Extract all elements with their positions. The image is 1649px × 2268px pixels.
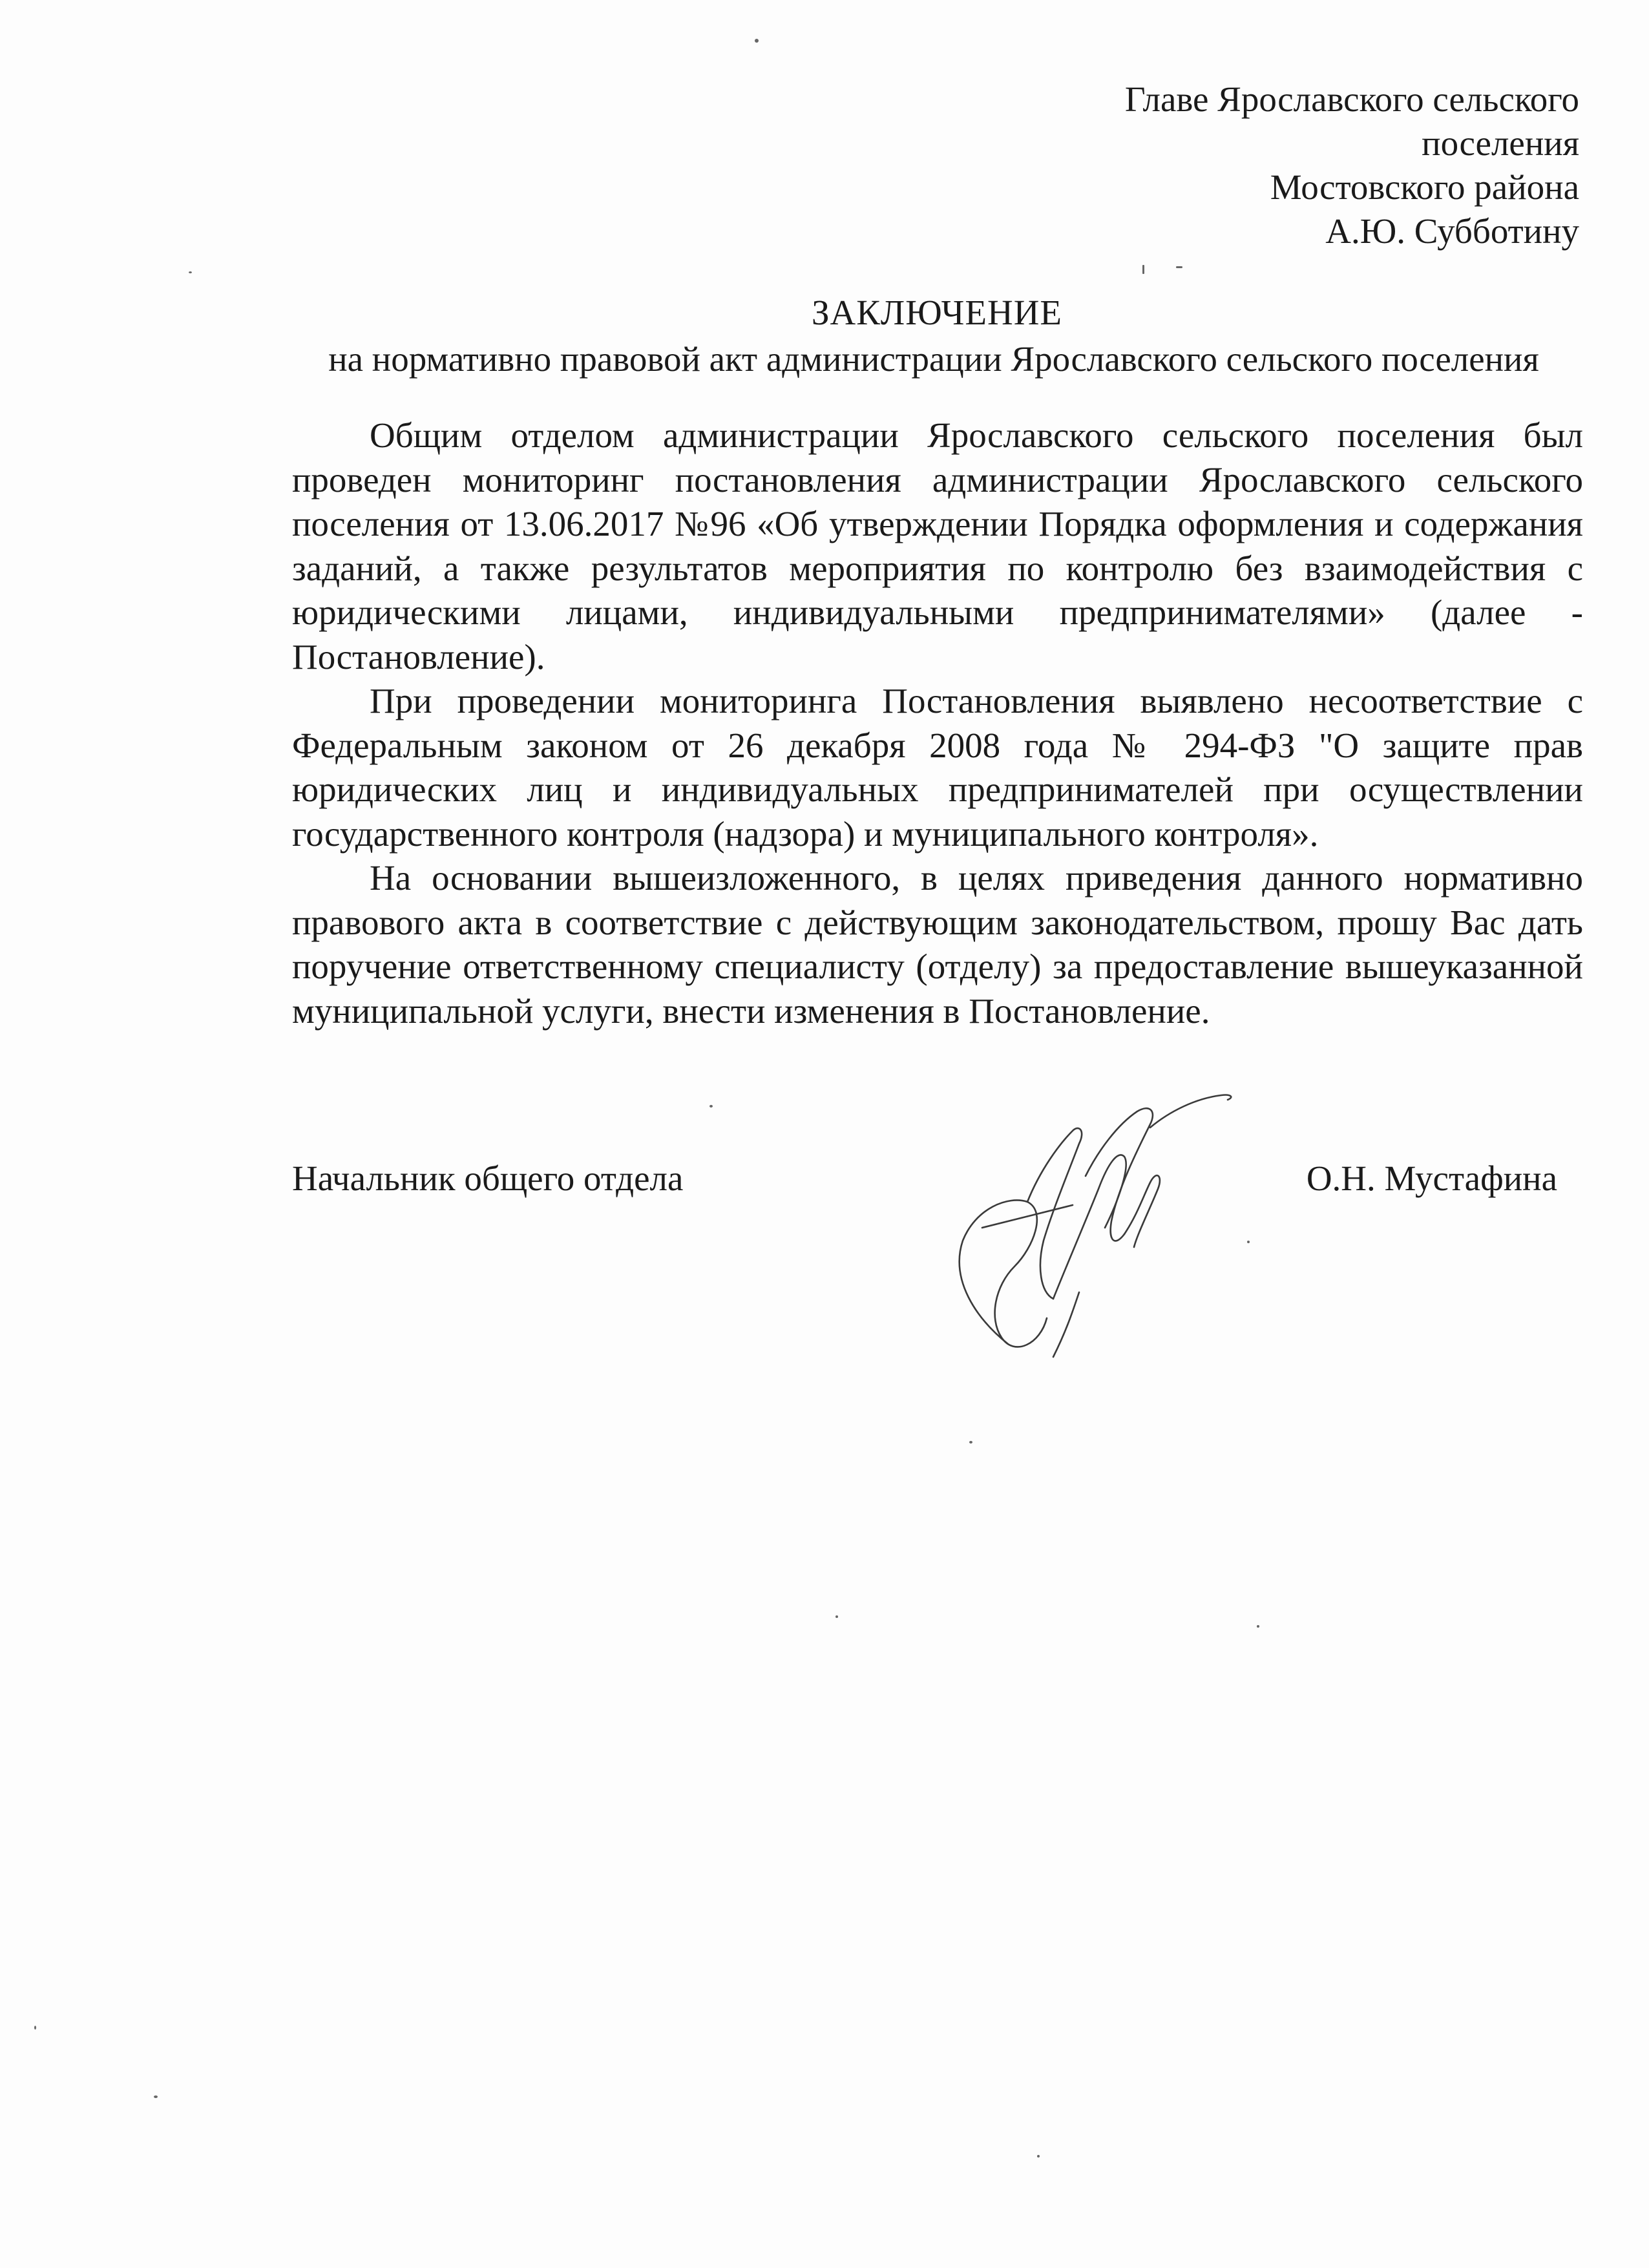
signatory-name: О.Н. Мустафина xyxy=(1306,1159,1557,1198)
addressee-line: А.Ю. Субботину xyxy=(1325,211,1579,251)
body-paragraph: При проведении мониторинга Постановления выявлено несоответствие с Федеральным законом от 26 декабря 2008 года № 294-ФЗ "О защите прав юридических лиц и индивидуальных предпринимателей при осуществлении государственного контроля (надзора) и муниципального контроля». xyxy=(292,681,1583,854)
scan-speck xyxy=(1257,1625,1259,1628)
body-paragraph: На основании вышеизложенного, в целях приведения данного нормативно правового акта в соответствие с действующим законодательством, прошу Вас дать поручение ответственному специалисту (отделу) за предоставление вышеуказанной муниципальной услуги, внести изменения в Постановление. xyxy=(292,858,1583,1031)
document-body xyxy=(292,414,1583,1033)
scan-speck xyxy=(34,2026,36,2030)
scan-speck xyxy=(1037,2155,1040,2158)
document-subtitle: на нормативно правовой акт администрации Ярославского сельского поселения xyxy=(328,339,1539,379)
scan-speck xyxy=(1247,1241,1250,1243)
scan-speck xyxy=(189,271,192,273)
scan-speck xyxy=(835,1615,838,1618)
body-paragraph: Общим отделом администрации Ярославского сельского поселения был проведен мониторинг постановления администрации Ярославского сельского поселения от 13.06.2017 №96 «Об утверждении Порядка оформления и содержания заданий, а также результатов мероприятия по контролю без взаимодействия с юридическими лицами, индивидуальными предпринимателями» (далее - Постановление). xyxy=(292,415,1583,677)
handwritten-signature xyxy=(879,1073,1241,1383)
scan-speck xyxy=(755,39,759,43)
scan-speck xyxy=(1142,265,1144,274)
addressee-line: Мостовского района xyxy=(1270,167,1579,207)
addressee-block xyxy=(933,78,1579,253)
scan-speck xyxy=(969,1441,972,1444)
scan-speck xyxy=(154,2095,158,2098)
document-title: ЗАКЛЮЧЕНИЕ xyxy=(811,293,1063,332)
addressee-line: Главе Ярославского сельского xyxy=(1124,79,1579,119)
scan-speck xyxy=(709,1105,713,1108)
scan-speck xyxy=(1176,266,1182,268)
addressee-line: поселения xyxy=(1422,123,1579,163)
signatory-position: Начальник общего отдела xyxy=(292,1159,684,1198)
